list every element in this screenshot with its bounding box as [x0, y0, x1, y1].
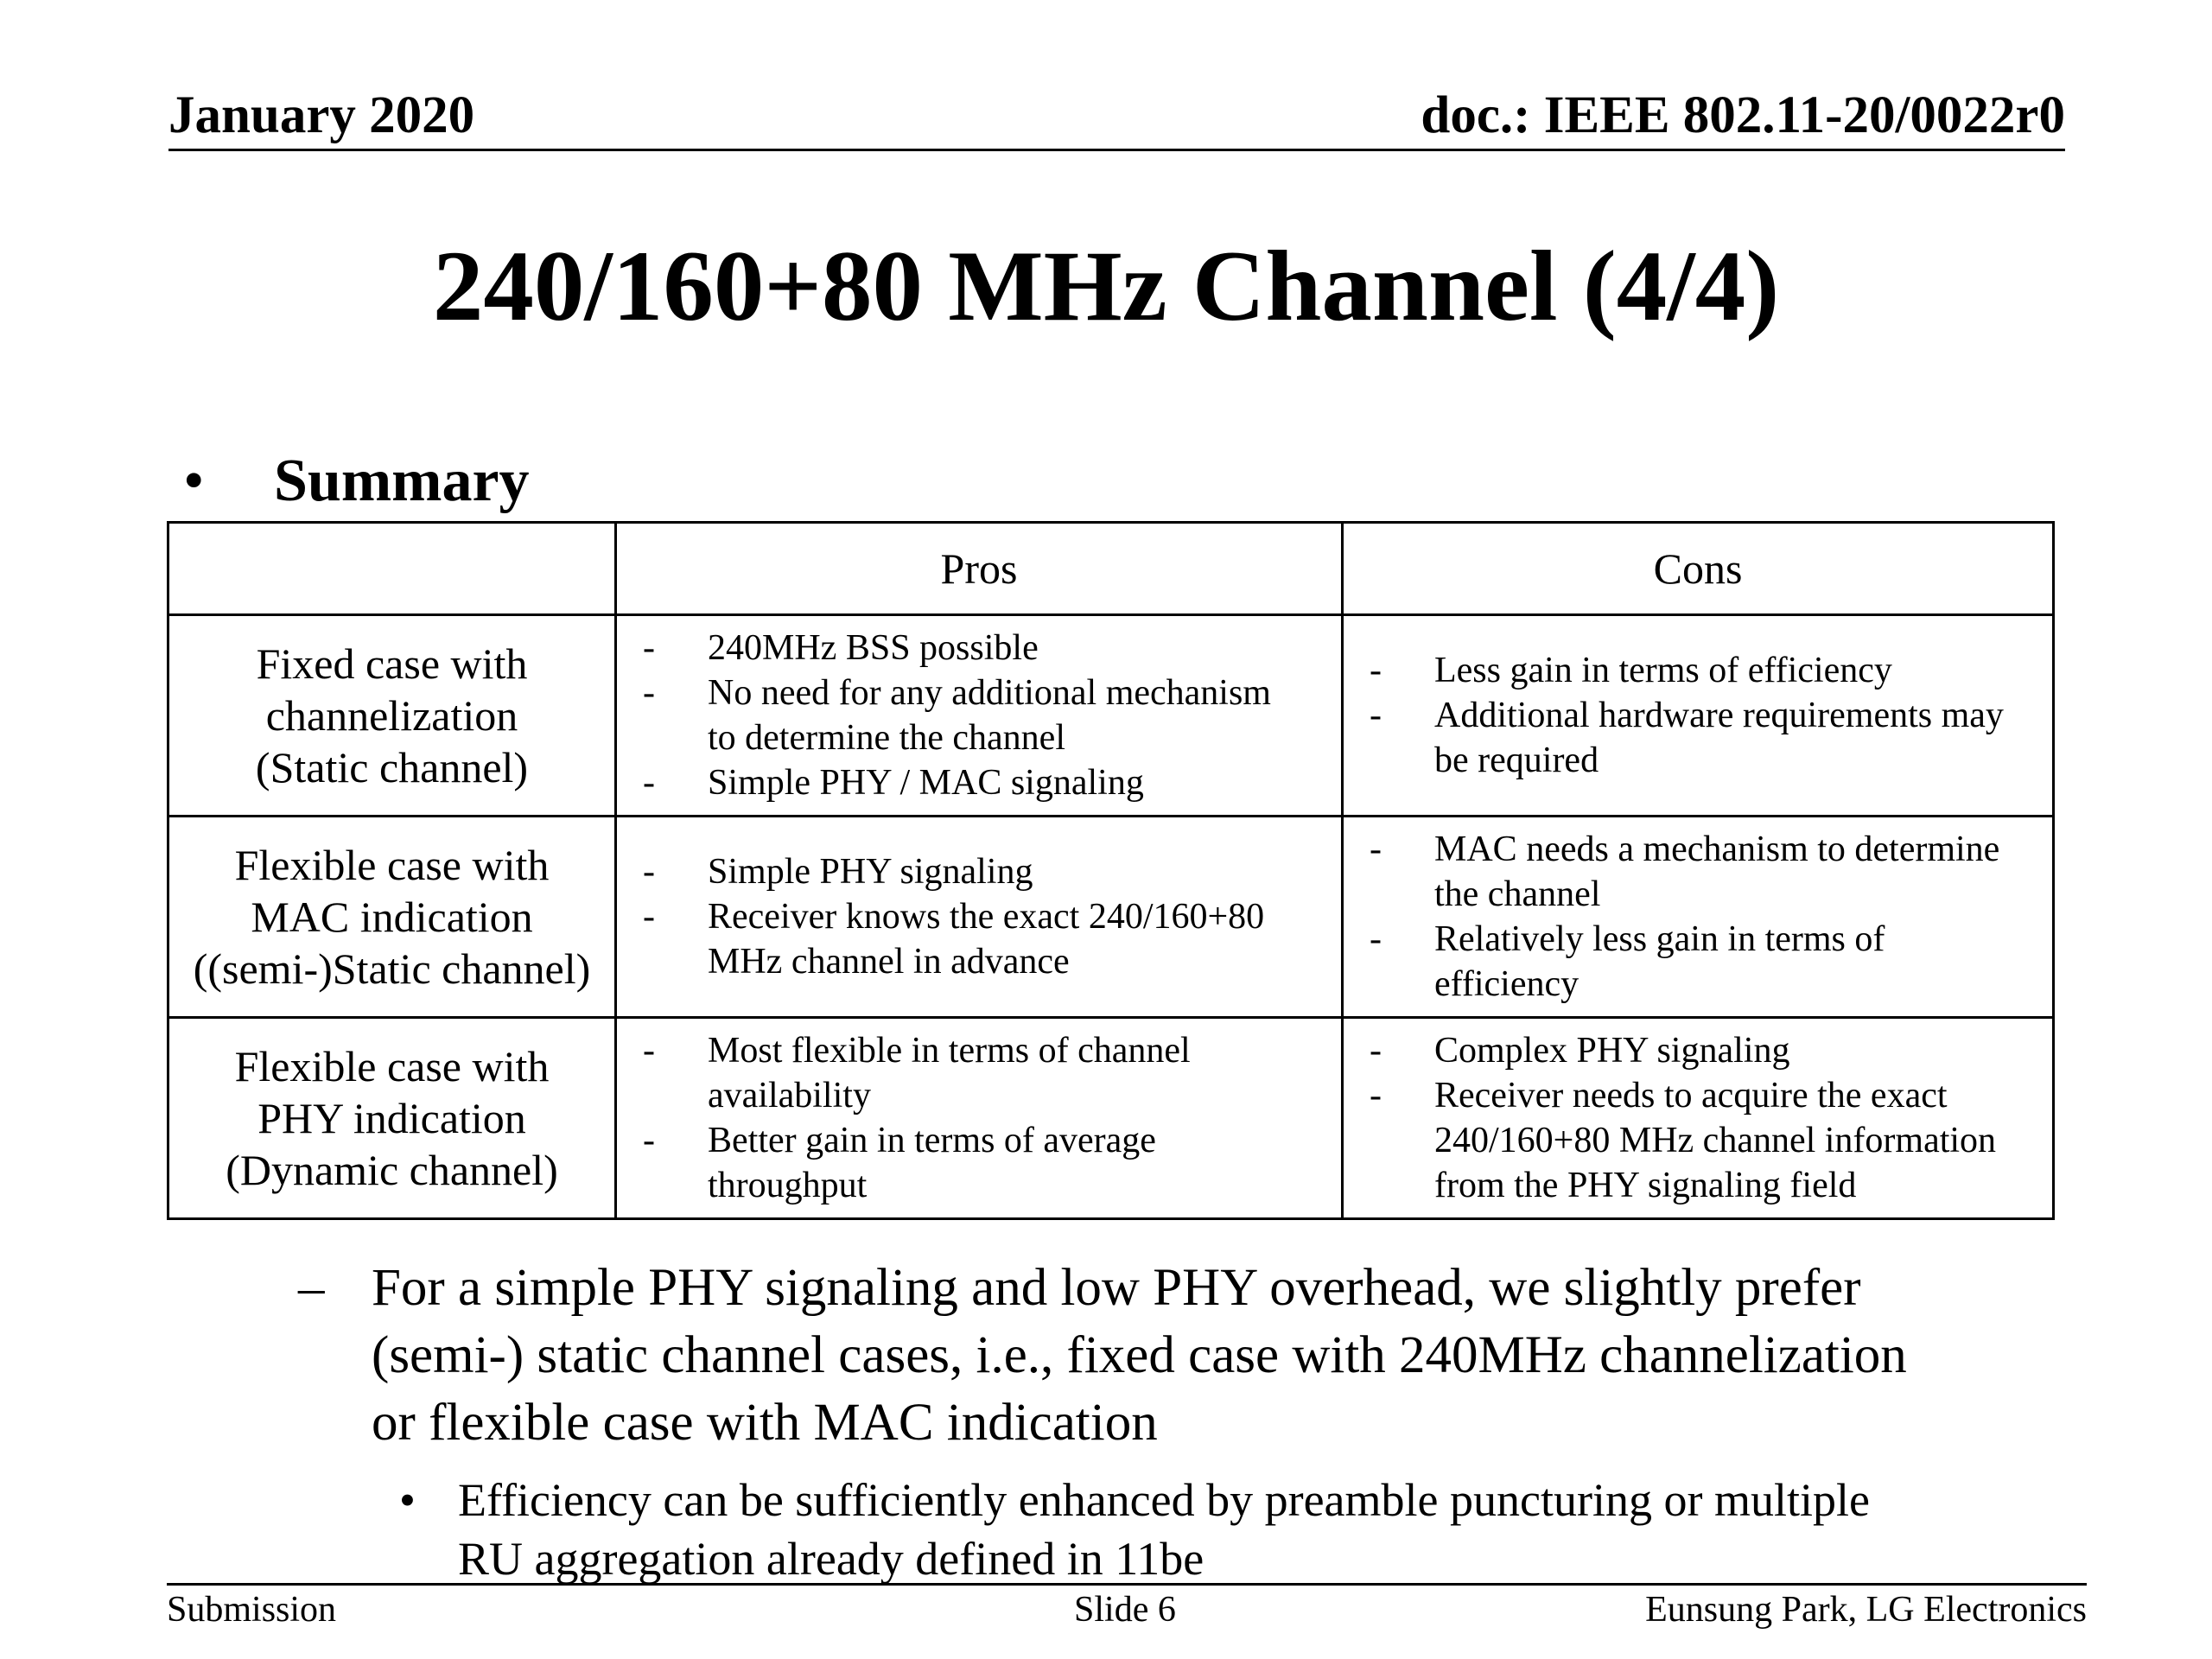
table-header-row	[168, 523, 2054, 615]
item-text: MAC needs a mechanism to determine	[1434, 830, 2000, 869]
dash-marker: -	[643, 628, 655, 668]
list-item	[617, 760, 1324, 805]
row-label-line: Flexible case with	[234, 841, 550, 889]
header-cell-cons: Cons	[1343, 523, 2054, 615]
list-item	[617, 849, 1324, 894]
item-text: Receiver needs to acquire the exact	[1434, 1076, 1948, 1116]
header-doc-id: doc.: IEEE 802.11-20/0022r0	[1421, 86, 2065, 144]
item-text: efficiency	[1434, 964, 1580, 1004]
remark-paragraph	[298, 1255, 2078, 1457]
item-text: Better gain in terms of average	[708, 1121, 1156, 1160]
item-text: throughput	[708, 1166, 868, 1205]
slide-title: 240/160+80 MHz Channel (4/4)	[432, 231, 1780, 342]
dash-marker: -	[1370, 1031, 1382, 1071]
dash-marker: -	[1370, 919, 1382, 959]
item-text: Relatively less gain in terms of	[1434, 919, 1885, 959]
item-text: 240MHz BSS possible	[708, 628, 1039, 668]
dash-marker: -	[643, 852, 655, 892]
row-label-line: PHY indication	[257, 1094, 526, 1142]
item-text: availability	[708, 1076, 871, 1116]
footer-author: Eunsung Park, LG Electronics	[1645, 1590, 2087, 1630]
list-item	[617, 1028, 1324, 1118]
table-row	[168, 1018, 2054, 1219]
item-text: to determine the channel	[708, 718, 1065, 758]
row-label-line: ((semi-)Static channel)	[193, 944, 591, 993]
item-text: Receiver knows the exact 240/160+80	[708, 897, 1265, 937]
row-label	[168, 817, 616, 1018]
item-text: the channel	[1434, 874, 1601, 914]
dash-marker: -	[1370, 1076, 1382, 1116]
pros-cell	[616, 1018, 1343, 1219]
list-item	[1344, 917, 2035, 1007]
dash-marker: -	[1370, 651, 1382, 690]
cons-cell	[1343, 615, 2054, 817]
dash-marker: -	[643, 897, 655, 937]
item-text: MHz channel in advance	[708, 942, 1070, 982]
cons-cell	[1343, 817, 2054, 1018]
dash-marker: -	[643, 763, 655, 803]
item-text: from the PHY signaling field	[1434, 1166, 1857, 1205]
header-cell-pros: Pros	[616, 523, 1343, 615]
row-label-line: (Static channel)	[255, 743, 529, 791]
list-item	[617, 626, 1324, 671]
row-label-line: Fixed case with	[256, 639, 528, 688]
slide-footer	[167, 1583, 2087, 1634]
list-item	[1344, 1028, 2035, 1073]
header-date: January 2020	[168, 86, 475, 144]
dash-marker: -	[643, 1031, 655, 1071]
list-item	[1344, 648, 2035, 693]
summary-heading	[183, 442, 530, 520]
summary-bullet: •	[183, 448, 205, 514]
list-item	[617, 894, 1324, 984]
list-item	[617, 671, 1324, 760]
comparison-table	[167, 521, 2055, 1220]
subremark-line: Efficiency can be sufficiently enhanced by preamble puncturing or multiple	[458, 1474, 1870, 1526]
pros-cell	[616, 817, 1343, 1018]
list-item	[617, 1118, 1324, 1208]
summary-label: Summary	[274, 448, 530, 514]
item-text: Simple PHY / MAC signaling	[708, 763, 1144, 803]
dash-marker: -	[643, 673, 655, 713]
list-item	[1344, 1073, 2035, 1208]
item-text: Additional hardware requirements may	[1434, 696, 2004, 735]
pros-cell	[616, 615, 1343, 817]
dash-marker: -	[1370, 696, 1382, 735]
dash-marker: -	[643, 1121, 655, 1160]
subremark-paragraph	[399, 1471, 2093, 1588]
item-text: Complex PHY signaling	[1434, 1031, 1790, 1071]
remark-dash: –	[298, 1259, 325, 1317]
item-text: be required	[1434, 741, 1599, 780]
item-text: 240/160+80 MHz channel information	[1434, 1121, 1997, 1160]
footer-slide-number: Slide 6	[1074, 1590, 1176, 1630]
row-label-line: MAC indication	[251, 893, 533, 941]
item-text: Simple PHY signaling	[708, 852, 1033, 892]
item-text: Most flexible in terms of channel	[708, 1031, 1191, 1071]
item-text: Less gain in terms of efficiency	[1434, 651, 1892, 690]
slide-header	[168, 83, 2065, 151]
row-label	[168, 1018, 616, 1219]
subremark-line: RU aggregation already defined in 11be	[458, 1533, 1205, 1585]
table-row	[168, 615, 2054, 817]
list-item	[1344, 827, 2035, 917]
header-cell-empty	[168, 523, 616, 615]
dash-marker: -	[1370, 830, 1382, 869]
remark-line: or flexible case with MAC indication	[372, 1394, 1158, 1452]
row-label-line: Flexible case with	[234, 1042, 550, 1090]
subremark-bullet: •	[399, 1474, 416, 1526]
list-item	[1344, 693, 2035, 783]
row-label	[168, 615, 616, 817]
item-text: No need for any additional mechanism	[708, 673, 1271, 713]
remark-line: (semi-) static channel cases, i.e., fixed case with 240MHz channelization	[372, 1326, 1907, 1384]
remark-line: For a simple PHY signaling and low PHY overhead, we slightly prefer	[372, 1259, 1861, 1317]
row-label-line: channelization	[265, 691, 518, 740]
cons-cell	[1343, 1018, 2054, 1219]
footer-submission: Submission	[167, 1590, 337, 1630]
table-row	[168, 817, 2054, 1018]
row-label-line: (Dynamic channel)	[226, 1146, 558, 1194]
